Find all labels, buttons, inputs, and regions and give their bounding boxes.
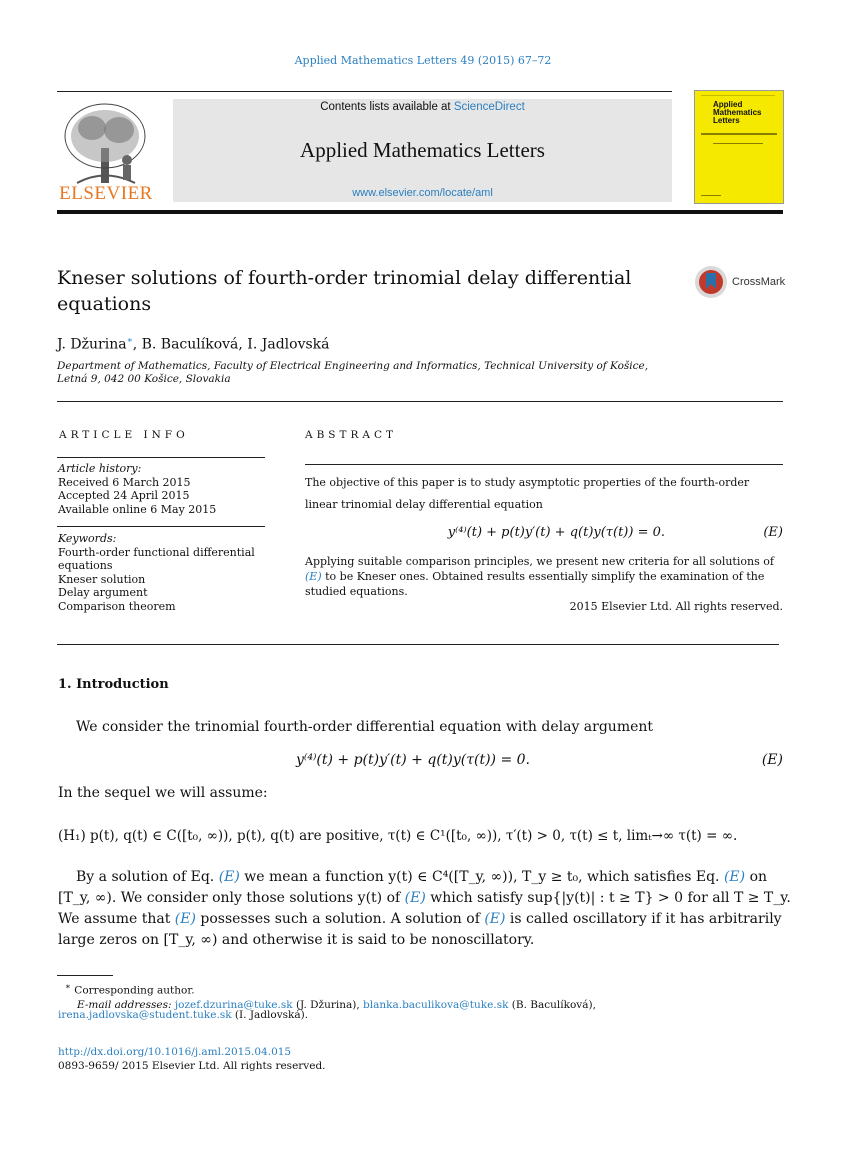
affiliation: Department of Mathematics, Faculty of Electrical Engineering and Informatics, Technical University of Košice, Letná 9, 042 00 Košice, Slovakia [57, 360, 649, 385]
email-label: E-mail addresses: [77, 998, 172, 1011]
abstract-line: studied equations. [305, 585, 408, 598]
equation-ref-link[interactable]: (E) [484, 911, 506, 927]
intro-line [58, 867, 783, 888]
crossmark-icon [694, 265, 728, 299]
header-top-rule [57, 91, 672, 92]
header-bottom-rule [57, 210, 783, 214]
accepted-date: Accepted 24 April 2015 [58, 489, 190, 502]
intro-paragraph [58, 867, 791, 951]
equation-ref-link[interactable]: (E) [305, 570, 322, 583]
intro-text: We assume that [58, 911, 175, 927]
author-list [57, 336, 330, 353]
contents-prefix: Contents lists available at [320, 101, 454, 113]
cover-stripe [701, 133, 777, 135]
info-rule [57, 457, 265, 458]
article-history [58, 462, 268, 516]
keyword: Delay argument [58, 586, 148, 599]
corresponding-footnote [65, 980, 785, 998]
online-date: Available online 6 May 2015 [58, 502, 217, 516]
keyword: equations [58, 559, 113, 572]
abstract-line: The objective of this paper is to study asymptotic properties of the fourth-order [305, 476, 750, 489]
cover-stripe [701, 195, 721, 196]
article-title: Kneser solutions of fourth-order trinomial delay differential equations [57, 267, 632, 315]
received-date: Received 6 March 2015 [58, 475, 191, 489]
intro-text: on [745, 869, 768, 885]
intro-text: which satisfy sup{|y(t)| : t ≥ T} > 0 for all T ≥ T_y. [425, 890, 791, 906]
section-heading: 1. Introduction [58, 677, 169, 692]
contents-line [173, 101, 672, 113]
keyword: Kneser solution [58, 572, 146, 586]
journal-reference[interactable]: Applied Mathematics Letters 49 (2015) 67–72 [294, 54, 552, 67]
footnote-text: (I. Jadlovská). [231, 1009, 309, 1021]
history-label: Article history: [58, 462, 142, 475]
corresponding-marker[interactable]: ∗ [126, 336, 133, 346]
abstract-copyright: 2015 Elsevier Ltd. All rights reserved. [569, 600, 783, 613]
equation-ref-link[interactable]: (E) [174, 911, 196, 927]
keyword: Comparison theorem [58, 599, 176, 613]
journal-url[interactable]: www.elsevier.com/locate/aml [352, 187, 493, 199]
article-info-heading: ARTICLE INFO [59, 429, 189, 441]
intro-equation: y⁽⁴⁾(t) + p(t)y′(t) + q(t)y(τ(t)) = 0. [296, 752, 530, 768]
intro-equation-label: (E) [761, 752, 783, 768]
intro-line [58, 888, 791, 909]
cover-title [713, 101, 761, 125]
email-link[interactable]: jozef.dzurina@tuke.sk [174, 998, 293, 1011]
author-rest: , B. Baculíková, I. Jadlovská [132, 336, 330, 353]
footnote-text: (B. Baculíková), [508, 998, 596, 1011]
abstract-paragraph [305, 554, 783, 614]
equation-ref-link[interactable]: (E) [404, 890, 426, 906]
email-link[interactable]: irena.jadlovska@student.tuke.sk [58, 1009, 232, 1021]
abstract-equation: y⁽⁴⁾(t) + p(t)y′(t) + q(t)y(τ(t)) = 0. [447, 525, 665, 540]
abstract-heading: ABSTRACT [305, 429, 398, 441]
footnote-text: Corresponding author. [74, 984, 195, 997]
title-bottom-rule [57, 401, 783, 402]
publisher-wordmark: ELSEVIER [59, 183, 153, 204]
hypothesis-h1: (H₁) p(t), q(t) ∈ C([t₀, ∞)), p(t), q(t) are positive, τ(t) ∈ C¹([t₀, ∞)), τ′(t) > 0, τ(t) ≤ t, limₜ→∞ τ(t) = ∞. [58, 828, 738, 844]
cover-title-line: Applied [713, 100, 743, 109]
issn-line: 0893-9659/ 2015 Elsevier Ltd. All rights reserved. [58, 1060, 326, 1072]
cover-stripe [713, 143, 763, 144]
intro-line [58, 909, 783, 930]
abstract-line [305, 569, 783, 584]
doi-link[interactable]: http://dx.doi.org/10.1016/j.aml.2015.04.015 [58, 1046, 292, 1058]
abstract-body [305, 475, 783, 512]
footnotes [65, 980, 785, 1012]
abstract-text: to be Kneser ones. Obtained results essentially simplify the examination of the [321, 570, 765, 583]
footnote-star: ∗ [65, 982, 71, 992]
equation-ref-link[interactable]: (E) [218, 869, 240, 885]
footnote-rule [57, 975, 113, 976]
abstract-line: linear trinomial delay differential equation [305, 498, 543, 511]
author-first: J. Džurina [57, 336, 127, 353]
intro-line: large zeros on [T_y, ∞) and otherwise it is said to be nonoscillatory. [58, 932, 535, 948]
email-link[interactable]: blanka.baculikova@tuke.sk [363, 998, 509, 1011]
keywords-label: Keywords: [58, 532, 117, 545]
journal-cover [694, 90, 784, 204]
elsevier-logo [57, 98, 155, 206]
keywords [58, 532, 268, 613]
journal-title: Applied Mathematics Letters [300, 138, 545, 162]
abstract-rule [305, 464, 783, 465]
crossmark-label: CrossMark [732, 276, 786, 288]
cover-top-line [701, 95, 775, 96]
abstract-line: Applying suitable comparison principles, we present new criteria for all solutions of [305, 555, 774, 568]
cover-title-line: Mathematics [713, 108, 762, 117]
abstract-bottom-rule [57, 644, 779, 645]
intro-text: possesses such a solution. A solution of [195, 911, 485, 927]
intro-text: we mean a function y(t) ∈ C⁴([T_y, ∞)), T_y ≥ t₀, which satisfies Eq. [239, 869, 724, 885]
sciencedirect-link[interactable]: ScienceDirect [453, 101, 525, 113]
intro-paragraph: We consider the trinomial fourth-order differential equation with delay argument [76, 719, 654, 735]
intro-text: [T_y, ∞). We consider only those solutions y(t) of [58, 890, 405, 906]
footnote-text: (J. Džurina), [292, 998, 364, 1011]
email-footnote-cont [58, 1008, 308, 1022]
equation-ref-link[interactable]: (E) [723, 869, 746, 885]
intro-text: is called oscillatory if it has arbitrarily [505, 911, 782, 927]
keywords-rule [57, 526, 265, 527]
intro-paragraph: In the sequel we will assume: [58, 785, 268, 801]
abstract-equation-label: (E) [763, 525, 783, 540]
keyword: Fourth-order functional differential [58, 545, 255, 559]
intro-text: By a solution of Eq. [76, 869, 219, 885]
cover-title-line: Letters [713, 116, 740, 125]
